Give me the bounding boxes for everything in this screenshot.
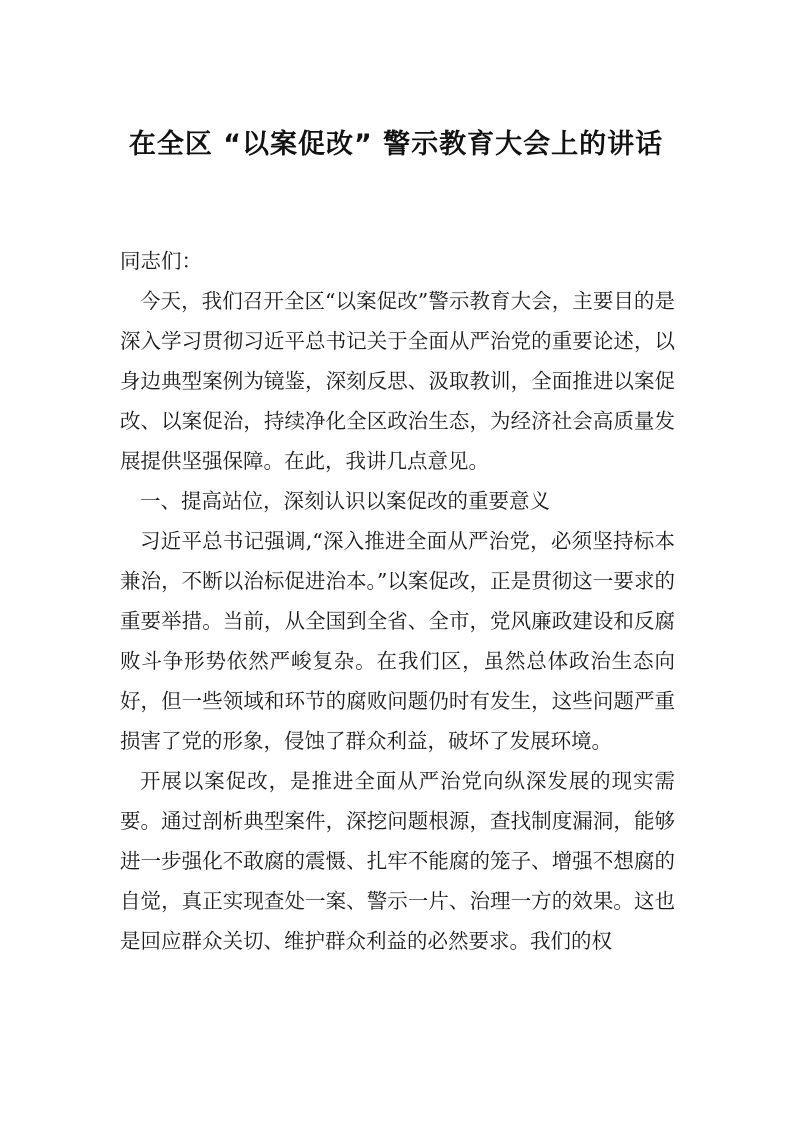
paragraph-quote: 习近平总书记强调,“深入推进全面从严治党，必须坚持标本兼治，不断以治标促进治本。”以案促改，正是贯彻这一要求的重要举措。当前，从全国到全省、全市，党风廉政建设和反腐败斗争形势依然严峻复杂。在我们区，虽然总体政治生态向好，但一些领域和环节的腐败问题仍时有发生，这些问题严重损害了党的形象，侵蚀了群众利益，破坏了发展环境。: [120, 529, 675, 753]
salutation: 同志们：: [120, 249, 202, 273]
paragraph-significance: 开展以案促改，是推进全面从严治党向纵深发展的现实需要。通过剖析典型案件，深挖问题根源，查找制度漏洞，能够进一步强化不敢腐的震慑、扎牢不能腐的笼子、增强不想腐的自觉，真正实现查处一案、警示一片、治理一方的效果。这也是回应群众关切、维护群众利益的必然要求。我们的权: [120, 769, 675, 953]
paragraph-intro: 今天，我们召开全区“以案促改”警示教育大会，主要目的是深入学习贯彻习近平总书记关于全面从严治党的重要论述，以身边典型案例为镜鉴，深刻反思、汲取教训，全面推进以案促改、以案促治，持续净化全区政治生态，为经济社会高质量发展提供坚强保障。在此，我讲几点意见。: [120, 289, 675, 473]
section-heading-1: 一、提高站位，深刻认识以案促改的重要意义: [140, 489, 550, 513]
document-body: [120, 241, 675, 961]
document-title: 在全区 “以案促改” 警示教育大会上的讲话: [128, 129, 664, 160]
